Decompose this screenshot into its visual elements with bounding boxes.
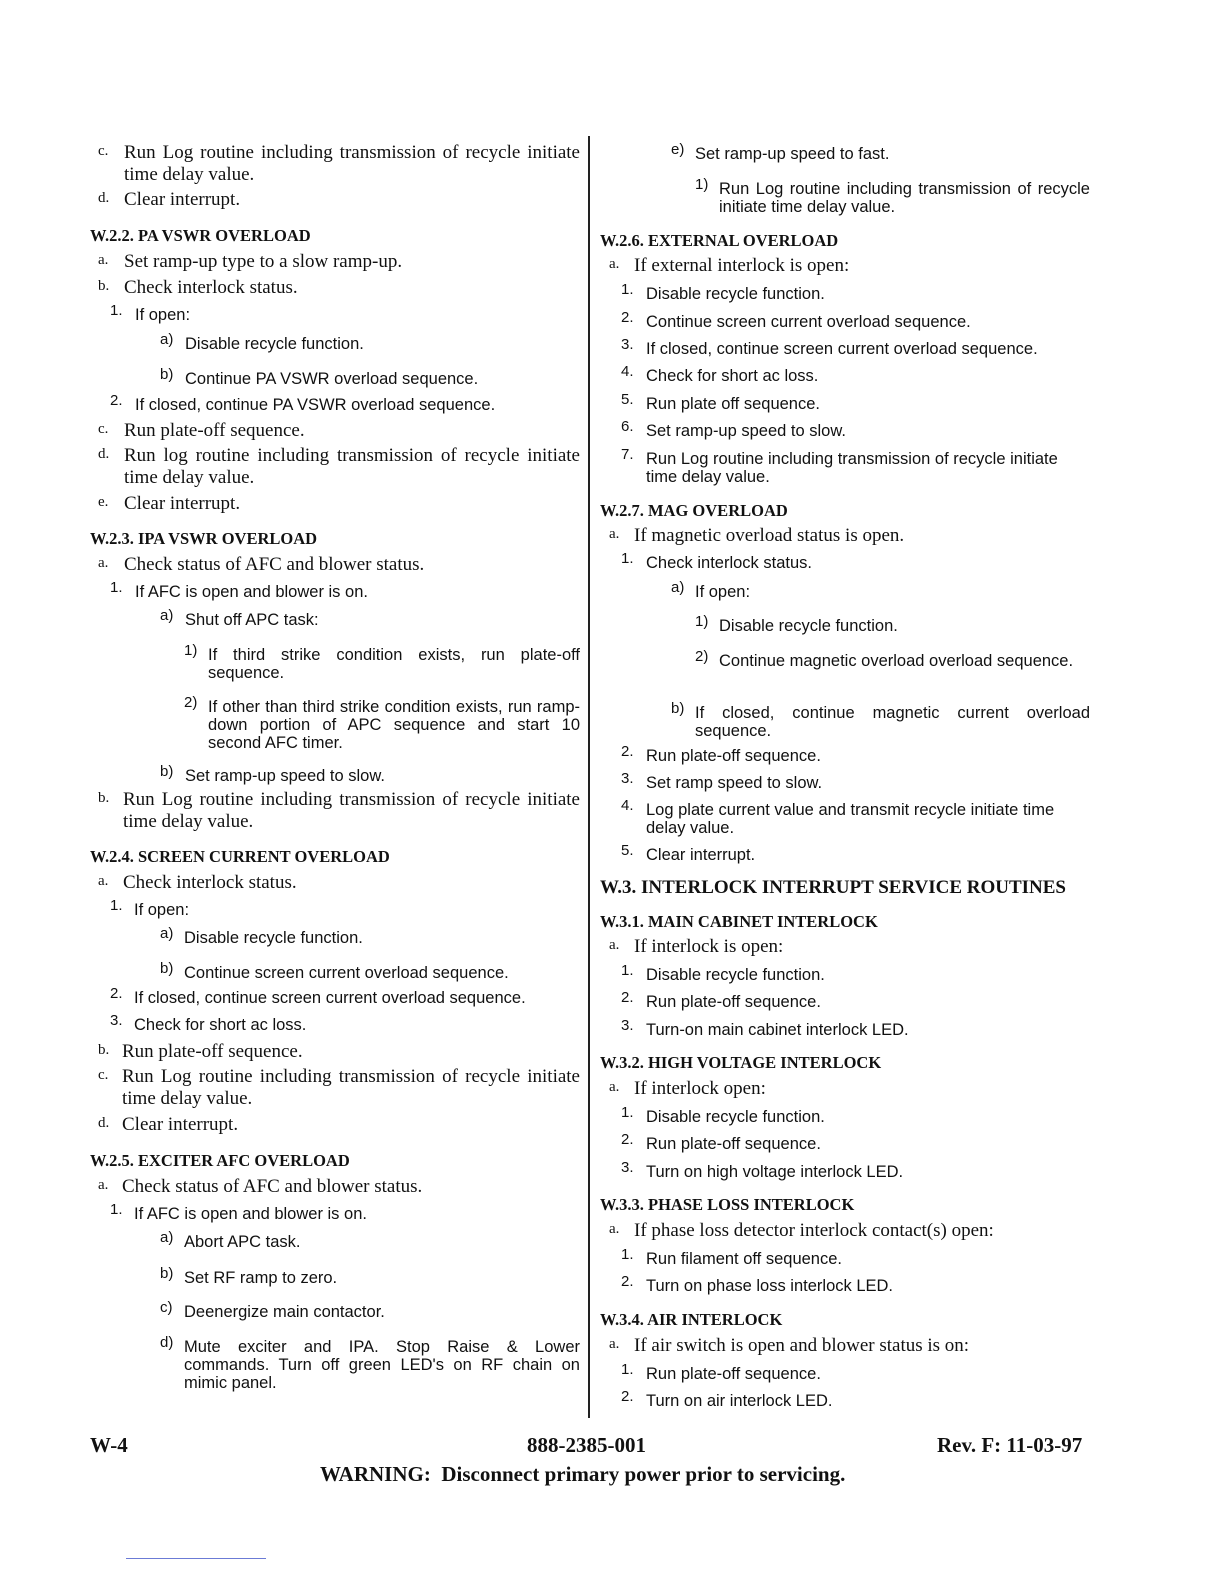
list-item: 7. Run Log routine including transmission of recycle initiate time delay value. [621,446,1058,486]
list-item: 4. Log plate current value and transmit recycle initiate time delay value. [621,797,1055,837]
page-number: W-4 [90,1433,128,1457]
revision-label: Rev. F: 11-03-97 [937,1433,1083,1457]
list-item: b. Run Log routine including transmission of recycle initiate time delay value. [98,789,580,832]
list-item: 1) If third strike condition exists, run plate-off sequence. [184,642,580,682]
list-item: d) Mute exciter and IPA. Stop Raise & Lower commands. Turn off green LED's on RF chain on mimic panel. [160,1334,580,1392]
section-heading: W.2.7. MAG OVERLOAD [600,501,788,520]
list-item: c. Run Log routine including transmission of recycle initiate time delay value. [98,1066,580,1109]
section-heading: W.2.3. IPA VSWR OVERLOAD [90,529,318,548]
section-heading: W.2.6. EXTERNAL OVERLOAD [600,231,839,250]
section-heading: W.3.2. HIGH VOLTAGE INTERLOCK [600,1053,882,1072]
list-item: 1) Run Log routine including transmission of recycle initiate time delay value. [695,176,1090,216]
list-item: 2) Continue magnetic overload overload sequence. [695,648,1074,670]
document-number: 888-2385-001 [527,1433,646,1457]
column-divider [588,136,590,1418]
warning-notice: WARNING: Disconnect primary power prior to servicing. [320,1462,846,1486]
section-heading: W.2.2. PA VSWR OVERLOAD [90,226,311,245]
bottom-rule [126,1558,266,1559]
section-heading: W.3.1. MAIN CABINET INTERLOCK [600,912,878,931]
chapter-heading: W.3. INTERLOCK INTERRUPT SERVICE ROUTINES [600,877,1067,898]
manual-page: c. Run Log routine including transmission of recycle initiate time delay value. d. Clear interrupt. W.2.2. PA VSWR OVERLOAD a. Set ramp-up type to a slow ramp-up. b. Check interlock status. 1. If open: a) Disable recycle function. b) Continue PA VSWR overload sequence. 2. If closed, continue PA VSWR overload sequence. c. Run plate-off sequence. d. Run log routine including transmission of recycle initiate time delay value. e. Clear interrupt. W.2.3. IPA VSWR OVERLOAD a. Check status of AFC and blower status. 1. If AFC is open and blower is on. a) Shut off APC task: 1) If third strike condition exists, run plate-off sequence. 2) If other than third strike condition exists, run ramp-down portion of APC sequence and start 10 second AFC timer. b) Set ramp-up speed to slow. b. Run Log routine including transmission of recycle initiate time delay value. W.2.4. SCREEN CURRENT OVERLOAD a. Check interlock status. 1. If open: a) Disable recycle function. b) Continue screen current overload sequence. 2. If closed, continue screen current overload sequence. 3. Check for short ac loss. b. Run plate-off sequence. c. Run Log routine including transmission of recycle initiate time delay value. d. Clear interrupt. W.2.5. EXCITER AFC OVERLOAD a. Check status of AFC and blower status. 1. If AFC is open and blower is on. a) Abort APC task. b) Set RF ramp to zero. c) Deenergize main contactor. d) Mute exciter and IPA. Stop Raise & Lower commands. Turn off green LED's on RF chain on mimic panel. e) Set ramp-up speed to fast. 1) Run Log routine including transmission of recycle initiate time delay value. W.2.6. EXTERNAL OVERLOAD a. If external interlock is open: 1. Disable recycle function. 2. Continue screen current overload sequence. 3. If closed, continue screen current overload sequence. 4. Check for short ac loss. 5. Run plate off sequence. 6. Set ramp-up speed to slow. 7. Run Log routine including transmission of recycle initiate time delay value. W.2.7. MAG OVERLOAD a. If magnetic overload status is open. 1. Check interlock status. a) If open: 1) Disable recycle function. 2) Continue magnetic overload overload sequence. b) If closed, continue magnetic current overload sequence. 2. Run plate-off sequence. 3. Set ramp speed to slow. 4. Log plate current value and transmit recycle initiate time delay value. 5. Clear interrupt. W.3. INTERLOCK INTERRUPT SERVICE ROUTINES W.3.1. MAIN CABINET INTERLOCK a. If interlock is open: 1. Disable recycle function. 2. Run plate-off sequence. 3. Turn-on main cabinet interlock LED. W.3.2. HIGH VOLTAGE INTERLOCK a. If interlock open: 1. Disable recycle function. 2. Run plate-off sequence. 3. Turn on high voltage interlock LED. W.3.3. PHASE LOSS INTERLOCK a. If phase loss detector interlock contact(s) open: 1. Run filament off sequence. 2. Turn on phase loss interlock LED. W.3.4. AIR INTERLOCK a. If air switch is open and blower status is on: 1. Run plate-off sequence. 2. Turn on air interlock LED. W-4 888-2385-001 Rev. F: 11-03-97 WARNING: Disconnect primary power prior to servicing. [0,0,1224,1584]
section-heading: W.2.4. SCREEN CURRENT OVERLOAD [90,847,390,866]
list-item: d. Run log routine including transmission of recycle initiate time delay value. [98,445,580,488]
section-heading: W.3.3. PHASE LOSS INTERLOCK [600,1195,855,1214]
list-item: 2) If other than third strike condition exists, run ramp-down portion of APC sequence and start 10 second AFC timer. [184,694,580,752]
list-item: b) If closed, continue magnetic current overload sequence. [671,700,1090,740]
section-heading: W.2.5. EXCITER AFC OVERLOAD [90,1151,350,1170]
section-heading: W.3.4. AIR INTERLOCK [600,1310,783,1329]
list-item: c. Run Log routine including transmission of recycle initiate time delay value. [98,142,580,185]
